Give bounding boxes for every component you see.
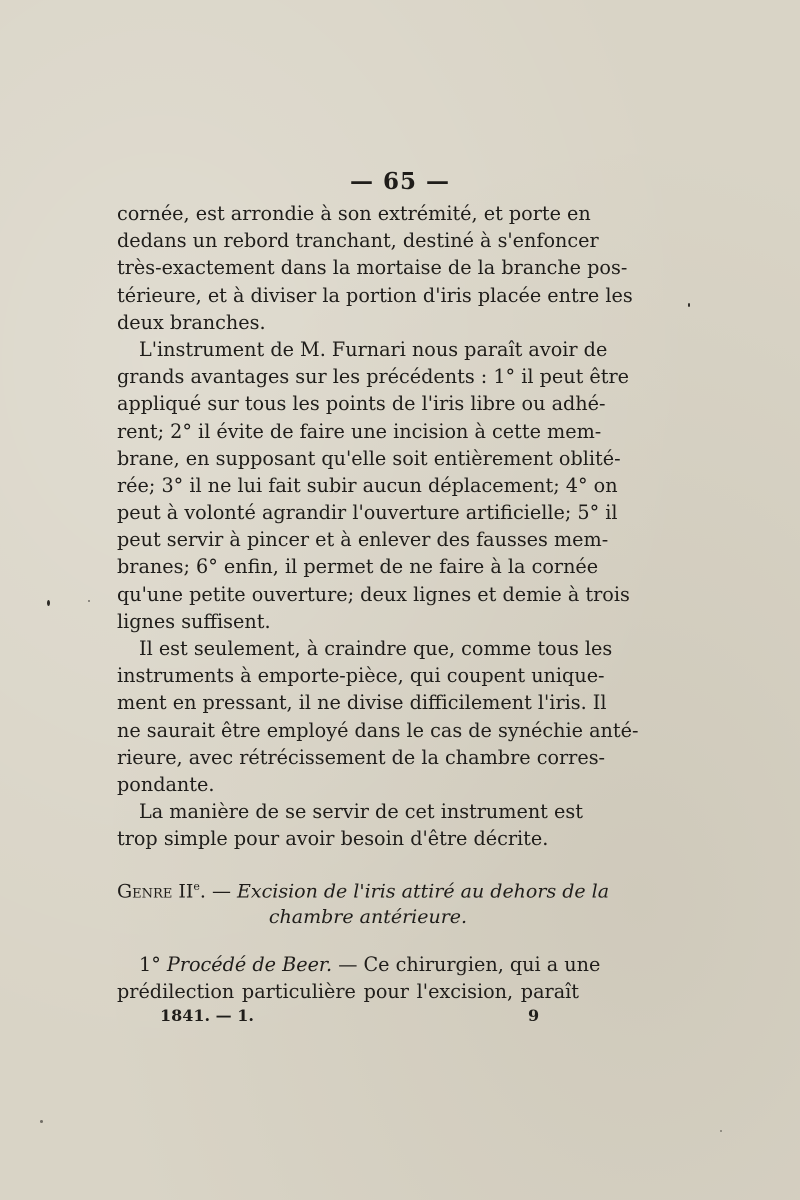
genre-superscript: e [193, 880, 200, 893]
text-line: térieure, et à diviser la portion d'iris placée entre les [117, 283, 633, 307]
paragraph-1 [117, 200, 633, 336]
text-line: ne saurait être employé dans le cas de synéchie anté- [117, 718, 639, 742]
printer-signature: 1841. — 1. [160, 1006, 254, 1025]
body-text [117, 200, 639, 853]
genre-title-line-1: Excision de l'iris attiré au dehors de la [237, 880, 610, 903]
text-line: Il est seulement, à craindre que, comme tous les [139, 637, 613, 660]
text-line: dedans un rebord tranchant, destiné à s'enfoncer [117, 229, 599, 253]
procedure-line-1-rest: — Ce chirurgien, qui a une [332, 953, 601, 976]
text-line: rieure, avec rétrécissement de la chambre corres- [117, 745, 606, 769]
genre-label: Genre II [117, 880, 194, 903]
text-line: pondante. [117, 772, 215, 796]
procedure-line-1 [117, 950, 601, 977]
text-line: appliqué sur tous les points de l'iris libre ou adhé- [117, 392, 606, 416]
paper-speck [688, 303, 690, 307]
genre-title-line-2: chambre antérieure. [268, 906, 468, 929]
section-heading-line-1 [117, 874, 610, 904]
text-line: brane, en supposant qu'elle soit entièrement oblité- [117, 446, 621, 470]
text-line: deux branches. [117, 310, 266, 334]
paragraph-3 [117, 635, 639, 798]
section-heading [117, 874, 610, 930]
procedure-title: Procédé de Beer. [166, 953, 333, 976]
text-line: lignes suffisent. [117, 609, 271, 633]
paragraph-2 [117, 336, 630, 635]
text-line: qu'une petite ouverture; deux lignes et demie à trois [117, 582, 630, 606]
text-line: ment en pressant, il ne divise difficilement l'iris. Il [117, 691, 607, 715]
text-line: grands avantages sur les précédents : 1° il peut être [117, 365, 630, 389]
text-line: peut servir à pincer et à enlever des fausses mem- [117, 528, 609, 552]
procedure-paragraph [117, 950, 601, 1004]
text-line: rent; 2° il évite de faire une incision à cette mem- [117, 419, 602, 443]
text-line: La manière de se servir de cet instrument est [139, 800, 583, 824]
text-line: L'instrument de M. Furnari nous paraît avoir de [139, 337, 608, 361]
page-number-header: — 65 — [349, 168, 451, 195]
sheet-number: 9 [528, 1006, 540, 1025]
text-line: trop simple pour avoir besoin d'être décrite. [117, 827, 549, 851]
text-line: peut à volonté agrandir l'ouverture artificielle; 5° il [117, 501, 618, 525]
text-line: rée; 3° il ne lui fait subir aucun déplacement; 4° on [117, 473, 618, 497]
section-heading-line-2 [117, 904, 579, 930]
text-line: branes; 6° enfin, il permet de ne faire à la cornée [117, 555, 599, 579]
procedure-number: 1° [139, 953, 167, 976]
paragraph-4 [117, 798, 583, 852]
paper-speck [88, 600, 90, 602]
paper-speck [720, 1130, 722, 1132]
paper-speck [40, 1120, 43, 1123]
genre-dash: . — [199, 880, 238, 903]
text-line: instruments à emporte-pièce, qui coupent unique- [117, 664, 605, 688]
procedure-line-2: prédilection particulière pour l'excision, paraît [117, 980, 579, 1004]
text-line: cornée, est arrondie à son extrémité, et porte en [117, 202, 591, 225]
paper-speck [47, 600, 50, 606]
text-line: très-exactement dans la mortaise de la branche pos- [117, 256, 628, 280]
